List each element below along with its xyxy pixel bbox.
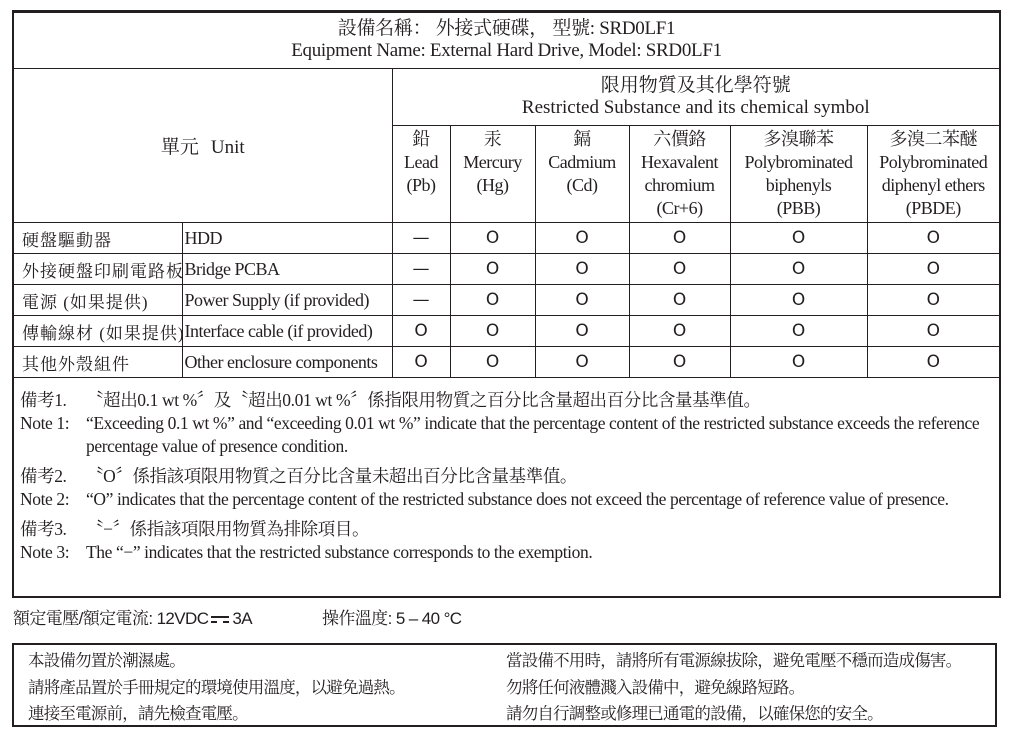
col-en-2: diphenyl ethers — [881, 175, 985, 195]
cell-mercury: O — [450, 316, 535, 347]
note-2 — [20, 465, 990, 511]
note-text-en: “Exceeding 0.1 wt %” and “exceeding 0.01 wt %” indicate that the percentage content of the restricted substance exceeds the reference percentage value of presence condition. — [86, 413, 980, 456]
equipment-title — [14, 13, 999, 69]
cell-chromium: O — [629, 316, 730, 347]
col-zh: 鎘 — [573, 129, 591, 149]
substance-header — [392, 69, 999, 126]
note-text-en: The “−” indicates that the restricted substance corresponds to the exemption. — [86, 542, 593, 562]
row-label-zh: 電源 (如果提供) — [14, 285, 182, 316]
rohs-declaration-frame — [12, 10, 1001, 598]
warning-item: 請勿自行調整或修理已通電的設備，以確保您的安全。 — [506, 705, 883, 723]
col-extra — [451, 197, 535, 220]
col-symbol: (PBDE) — [905, 198, 961, 218]
note-label-zh: 備考2. — [20, 466, 67, 486]
row-label-zh: 外接硬盤印刷電路板 — [14, 254, 182, 285]
col-extra — [393, 197, 450, 220]
cell-cadmium: O — [535, 223, 629, 254]
note-text-en: “O” indicates that the percentage content of the restricted substance does not exceed the percentage of reference value of presence. — [86, 489, 949, 509]
column-header-cadmium — [535, 126, 629, 223]
row-label-en: Bridge PCBA — [182, 254, 392, 285]
warnings-left-column — [28, 648, 405, 728]
safety-warnings-box — [12, 643, 997, 727]
row-label-zh: 傳輸線材 (如果提供) — [14, 316, 182, 347]
col-en-2: chromium — [644, 175, 715, 195]
col-en: Lead — [404, 152, 438, 172]
cell-lead: O — [392, 316, 450, 347]
cell-cadmium: O — [535, 285, 629, 316]
col-symbol: (Hg) — [476, 175, 509, 195]
col-symbol: (Cr+6) — [656, 198, 703, 218]
table-row-hdd — [14, 223, 999, 254]
cell-pbde: O — [867, 316, 999, 347]
cell-pbde: O — [867, 285, 999, 316]
notes-section — [20, 389, 990, 571]
row-label-en: Interface cable (if provided) — [182, 316, 392, 347]
cell-pbb: O — [730, 223, 867, 254]
power-specs — [13, 604, 461, 629]
row-label-en: Power Supply (if provided) — [182, 285, 392, 316]
cell-mercury: O — [450, 347, 535, 378]
warning-item: 當設備不用時，請將所有電源線拔除，避免電壓不穩而造成傷害。 — [506, 652, 962, 670]
warning-item: 勿將任何液體濺入設備中，避免線路短路。 — [506, 678, 805, 697]
col-en: Polybrominated — [744, 152, 853, 172]
operating-temperature: 操作溫度: 5 – 40 °C — [321, 609, 462, 628]
cell-pbde: O — [867, 254, 999, 285]
cell-cadmium: O — [535, 316, 629, 347]
column-header-lead — [392, 126, 450, 223]
equipment-title-zh: 設備名稱： 外接式硬碟， 型號: SRD0LF1 — [337, 18, 676, 39]
column-header-hexavalent-chromium — [629, 126, 730, 223]
cell-lead: — — [392, 285, 450, 316]
cell-pbb: O — [730, 347, 867, 378]
col-symbol: (Cd) — [566, 175, 598, 195]
note-label-zh: 備考3. — [20, 519, 67, 539]
unit-header-zh: 單元 — [160, 137, 199, 158]
col-zh: 多溴二苯醚 — [889, 129, 978, 149]
cell-mercury: O — [450, 285, 535, 316]
col-en: Cadmium — [548, 152, 616, 172]
note-label-en: Note 2: — [20, 489, 70, 509]
dc-symbol-icon — [211, 616, 229, 624]
col-symbol: (PBB) — [776, 198, 821, 218]
cell-cadmium: O — [535, 254, 629, 285]
restricted-substances-table — [14, 69, 999, 378]
table-row-power-supply — [14, 285, 999, 316]
note-label-en: Note 1: — [20, 413, 70, 433]
col-en: Polybrominated — [879, 152, 988, 172]
column-header-mercury — [450, 126, 535, 223]
note-text-zh: 〝O〞係指該項限用物質之百分比含量未超出百分比含量基準值。 — [86, 466, 578, 486]
note-label-zh: 備考1. — [20, 390, 67, 410]
col-zh: 汞 — [483, 129, 502, 149]
col-en: Mercury — [463, 152, 522, 172]
cell-pbb: O — [730, 285, 867, 316]
substance-header-zh: 限用物質及其化學符號 — [600, 75, 791, 96]
col-extra — [536, 197, 629, 220]
col-zh: 六價鉻 — [653, 129, 706, 149]
substance-header-en: Restricted Substance and its chemical symbol — [521, 97, 870, 118]
column-header-pbde — [867, 126, 999, 223]
warning-item: 本設備勿置於潮濕處。 — [28, 652, 186, 670]
warning-item: 請將產品置於手冊規定的環境使用溫度，以避免過熱。 — [28, 678, 405, 697]
column-header-pbb — [730, 126, 867, 223]
col-zh: 多溴聯苯 — [763, 129, 834, 149]
note-1 — [20, 389, 990, 458]
cell-lead: O — [392, 347, 450, 378]
note-text-zh: 〝超出0.1 wt %〞及〝超出0.01 wt %〞係指限用物質之百分比含量超出百分比含量基準值。 — [86, 390, 761, 410]
cell-lead: — — [392, 254, 450, 285]
cell-mercury: O — [450, 223, 535, 254]
cell-pbde: O — [867, 223, 999, 254]
table-row-enclosure — [14, 347, 999, 378]
col-en-2: biphenyls — [765, 175, 832, 195]
col-symbol: (Pb) — [406, 175, 436, 195]
row-label-zh: 硬盤驅動器 — [14, 223, 182, 254]
col-en: Hexavalent — [641, 152, 718, 172]
col-zh: 鉛 — [412, 129, 430, 149]
cell-pbde: O — [867, 347, 999, 378]
equipment-title-en: Equipment Name: External Hard Drive, Model: SRD0LF1 — [291, 40, 722, 61]
cell-lead: — — [392, 223, 450, 254]
warning-item: 連接至電源前，請先檢查電壓。 — [28, 705, 248, 723]
row-label-zh: 其他外殼組件 — [14, 347, 182, 378]
rating-current: 3A — [232, 609, 252, 628]
table-row-interface-cable — [14, 316, 999, 347]
table-row-bridge-pcba — [14, 254, 999, 285]
note-text-zh: 〝−〞係指該項限用物質為排除項目。 — [86, 519, 370, 539]
row-label-en: HDD — [182, 223, 392, 254]
cell-chromium: O — [629, 254, 730, 285]
cell-pbb: O — [730, 316, 867, 347]
note-label-en: Note 3: — [20, 542, 70, 562]
unit-header-en: Unit — [210, 137, 245, 158]
cell-cadmium: O — [535, 347, 629, 378]
cell-chromium: O — [629, 347, 730, 378]
cell-chromium: O — [629, 223, 730, 254]
cell-mercury: O — [450, 254, 535, 285]
row-label-en: Other enclosure components — [182, 347, 392, 378]
rating-label: 額定電壓/額定電流: 12VDC — [13, 609, 209, 628]
note-3 — [20, 518, 990, 564]
warnings-right-column — [506, 648, 961, 728]
unit-header — [14, 69, 392, 223]
cell-chromium: O — [629, 285, 730, 316]
cell-pbb: O — [730, 254, 867, 285]
